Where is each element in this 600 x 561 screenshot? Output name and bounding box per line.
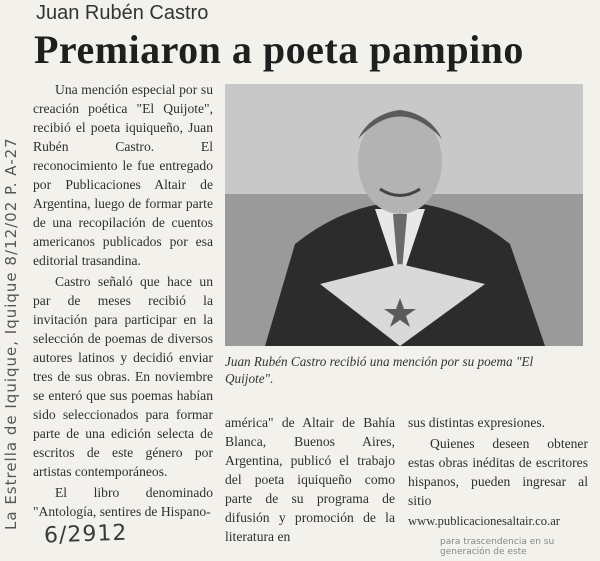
paragraph: sus distintas expresiones. (408, 415, 546, 430)
margin-handwritten-citation: La Estrella de Iquique, Iquique 8/12/02 P. A-27 (2, 137, 20, 530)
paragraph: El libro denominado "Antología, sentires de Hispano- (33, 485, 213, 519)
paragraph: Quienes deseen obtener estas obras inéditas de escritores hispanos, pueden ingresar al sitio (408, 436, 588, 508)
paragraph: Castro señaló que hace un par de meses recibió la invitación para participar en la selección de poemas de diversos autores latinos y decidió enviar tres de sus obras. En noviembre se enteró que sus poemas habían sido seleccionados para formar parte de una edición selecta de escritos de este género por artistas contemporáneos. (33, 274, 213, 479)
article-column-1 (33, 80, 213, 521)
handwritten-date: 6/2912 (43, 520, 128, 549)
article-column-2 (225, 413, 395, 546)
photo-caption: Juan Rubén Castro recibió una mención por su poema "El Quijote". (225, 354, 534, 386)
portrait-illustration (225, 84, 583, 346)
website-url: www.publicacionesaltair.co.ar (408, 514, 560, 528)
headline: Premiaron a poeta pampino (34, 27, 524, 72)
paragraph: Una mención especial por su creación poética "El Quijote", recibió el poeta iquiqueño, Juan Rubén Castro. El reconocimiento le fue entregado por Publicaciones Altair de Argentina, luego de formar parte de una recopilación de cuentos americanos publicados por esa editorial trasandina. (33, 82, 213, 268)
paragraph: américa" de Altair de Bahía Blanca, Buenos Aires, Argentina, publicó el trabajo del poeta iquiqueño como parte de su programa de difusión y promoción de la literatura en (225, 415, 395, 544)
cut-off-text: para trascendencia en su generación de este (440, 537, 555, 557)
author-kicker: Juan Rubén Castro (36, 2, 209, 24)
article-column-3 (408, 413, 588, 531)
news-photo (225, 84, 583, 346)
